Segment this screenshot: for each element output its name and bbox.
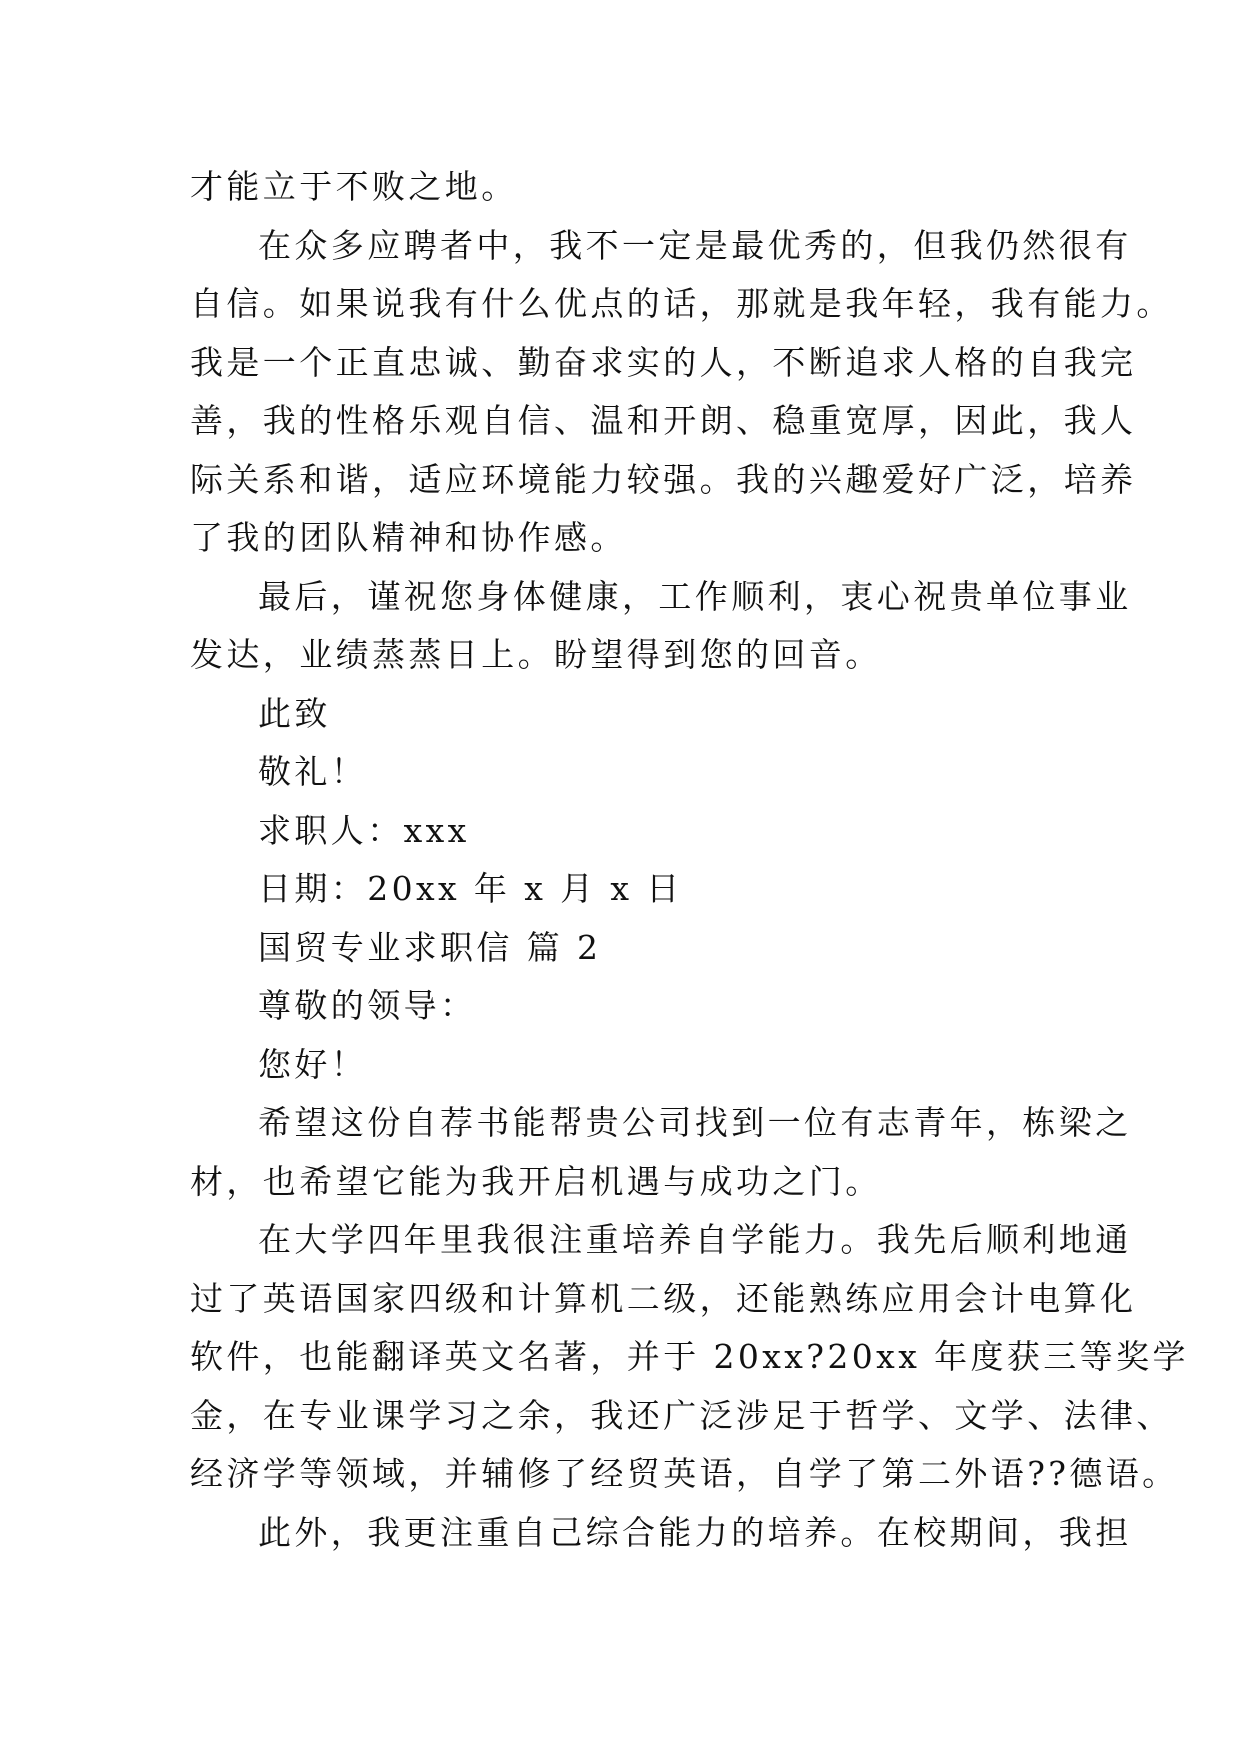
text-line: 经济学等领域，并辅修了经贸英语，自学了第二外语??德语。 <box>190 1454 1179 1493</box>
greeting-line: 您好！ <box>258 1044 368 1084</box>
date-line: 日期：20xx 年 x 月 x 日 <box>258 869 683 908</box>
paragraph-line: 最后，谨祝您身体健康，工作顺利，衷心祝贵单位事业 <box>258 576 1132 616</box>
closing-line: 此致 <box>258 693 331 733</box>
paragraph-line: 希望这份自荐书能帮贵公司找到一位有志青年，栋梁之 <box>258 1103 1132 1142</box>
text-line: 材，也希望它能为我开启机遇与成功之门。 <box>190 1161 882 1201</box>
text-line: 善，我的性格乐观自信、温和开朗、稳重宽厚，因此，我人 <box>190 401 1137 440</box>
text-line: 自信。如果说我有什么优点的话，那就是我年轻，我有能力。 <box>190 284 1173 323</box>
text-line: 我是一个正直忠诚、勤奋求实的人，不断追求人格的自我完 <box>190 342 1137 382</box>
greeting-line: 尊敬的领导： <box>258 986 477 1025</box>
section-heading: 国贸专业求职信 篇 2 <box>258 927 602 967</box>
paragraph-line: 在众多应聘者中，我不一定是最优秀的，但我仍然很有 <box>258 225 1132 265</box>
applicant-line: 求职人：xxx <box>258 810 470 850</box>
text-line: 际关系和谐，适应环境能力较强。我的兴趣爱好广泛，培养 <box>190 459 1137 499</box>
salutation-line: 敬礼！ <box>258 752 368 791</box>
text-line: 了我的团队精神和协作感。 <box>190 518 627 557</box>
text-line: 金，在专业课学习之余，我还广泛涉足于哲学、文学、法律、 <box>190 1395 1173 1435</box>
paragraph-line: 此外，我更注重自己综合能力的培养。在校期间，我担 <box>258 1512 1132 1552</box>
paragraph-line: 在大学四年里我很注重培养自学能力。我先后顺利地通 <box>258 1220 1132 1259</box>
text-line: 软件，也能翻译英文名著，并于 20xx?20xx 年度获三等奖学 <box>190 1337 1189 1376</box>
text-line: 发达，业绩蒸蒸日上。盼望得到您的回音。 <box>190 635 882 674</box>
text-line: 才能立于不败之地。 <box>190 167 518 206</box>
document-body <box>190 158 1189 1562</box>
text-line: 过了英语国家四级和计算机二级，还能熟练应用会计电算化 <box>190 1278 1137 1318</box>
